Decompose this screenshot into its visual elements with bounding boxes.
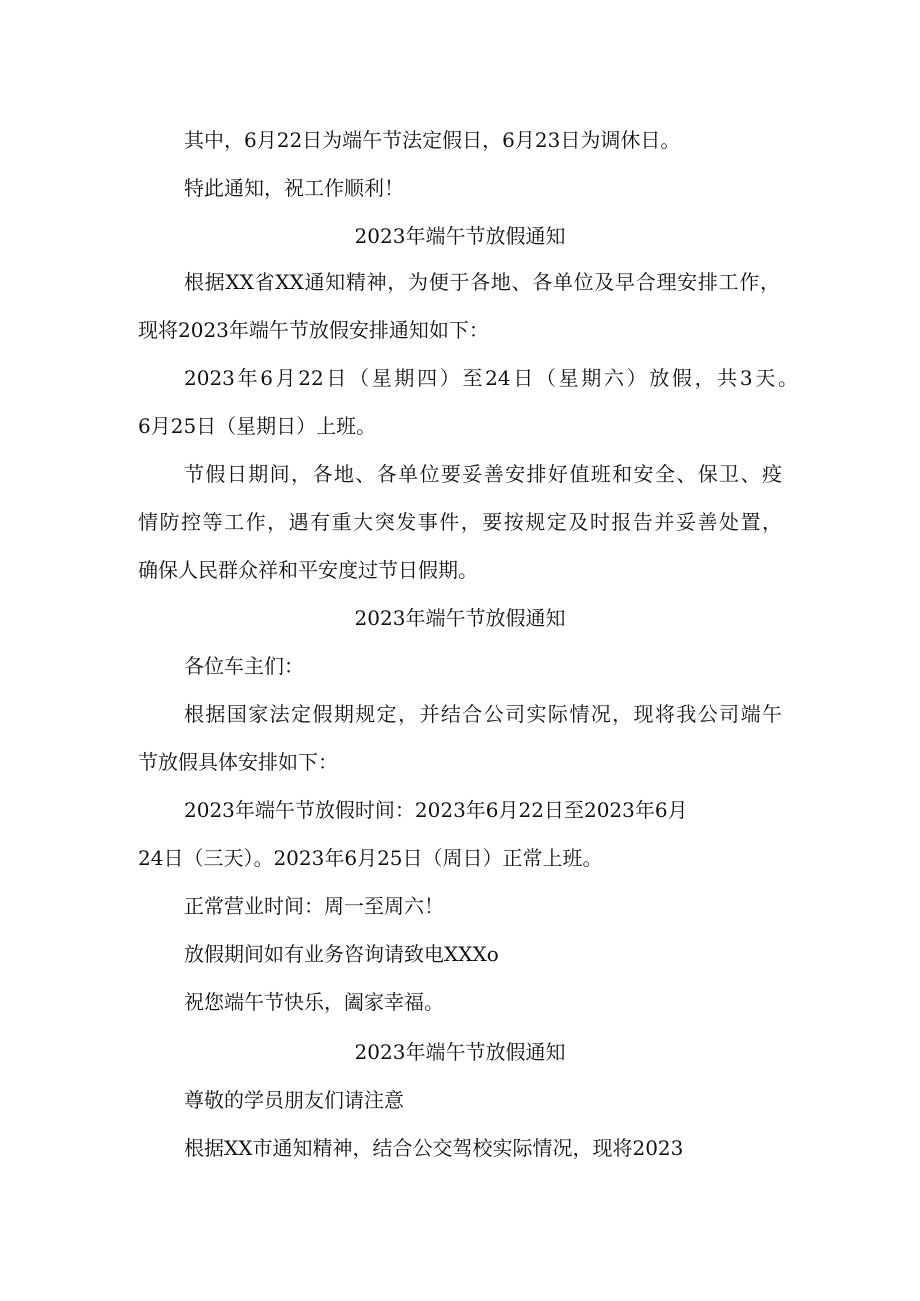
paragraph-closing: 特此通知，祝工作顺利！ bbox=[184, 176, 404, 200]
notice-1-paragraph-1-line-1: 根据XX省XX通知精神，为便于各地、各单位及早合理安排工作， bbox=[184, 270, 780, 294]
notice-3-title: 2023年端午节放假通知 bbox=[354, 1040, 566, 1064]
notice-2-wish: 祝您端午节快乐，阖家幸福。 bbox=[184, 990, 444, 1014]
notice-2-business-hours: 正常营业时间：周一至周六！ bbox=[184, 894, 444, 918]
notice-2-greeting: 各位车主们： bbox=[184, 654, 304, 678]
notice-1-paragraph-2-line-1: 2023年6月22日（星期四）至24日（星期六）放假，共3天。 bbox=[184, 366, 798, 390]
notice-1-paragraph-1-line-2: 现将2023年端午节放假安排通知如下： bbox=[138, 318, 489, 342]
notice-2-paragraph-2-line-2: 24日（三天）。2023年6月25日（周日）正常上班。 bbox=[138, 846, 603, 870]
notice-1-paragraph-3-line-1: 节假日期间，各地、各单位要妥善安排好值班和安全、保卫、疫 bbox=[184, 462, 782, 486]
paragraph-holiday-dates: 其中，6月22日为端午节法定假日，6月23日为调休日。 bbox=[184, 128, 681, 152]
notice-3-greeting: 尊敬的学员朋友们请注意 bbox=[184, 1088, 404, 1112]
notice-2-paragraph-2-line-1: 2023年端午节放假时间：2023年6月22日至2023年6月 bbox=[184, 798, 688, 822]
notice-2-title: 2023年端午节放假通知 bbox=[354, 606, 566, 630]
notice-2-paragraph-1-line-2: 节放假具体安排如下： bbox=[138, 750, 338, 774]
notice-1-title: 2023年端午节放假通知 bbox=[354, 224, 566, 248]
notice-2-contact: 放假期间如有业务咨询请致电XXXo bbox=[184, 942, 499, 966]
notice-2-paragraph-1-line-1: 根据国家法定假期规定，并结合公司实际情况，现将我公司端午 bbox=[184, 702, 782, 726]
notice-1-paragraph-3-line-3: 确保人民群众祥和平安度过节日假期。 bbox=[138, 558, 478, 582]
notice-3-paragraph-1-line-1: 根据XX市通知精神，结合公交驾校实际情况，现将2023 bbox=[184, 1136, 684, 1160]
notice-1-paragraph-2-line-2: 6月25日（星期日）上班。 bbox=[138, 414, 377, 438]
notice-1-paragraph-3-line-2: 情防控等工作，遇有重大突发事件，要按规定及时报告并妥善处置， bbox=[138, 510, 782, 534]
